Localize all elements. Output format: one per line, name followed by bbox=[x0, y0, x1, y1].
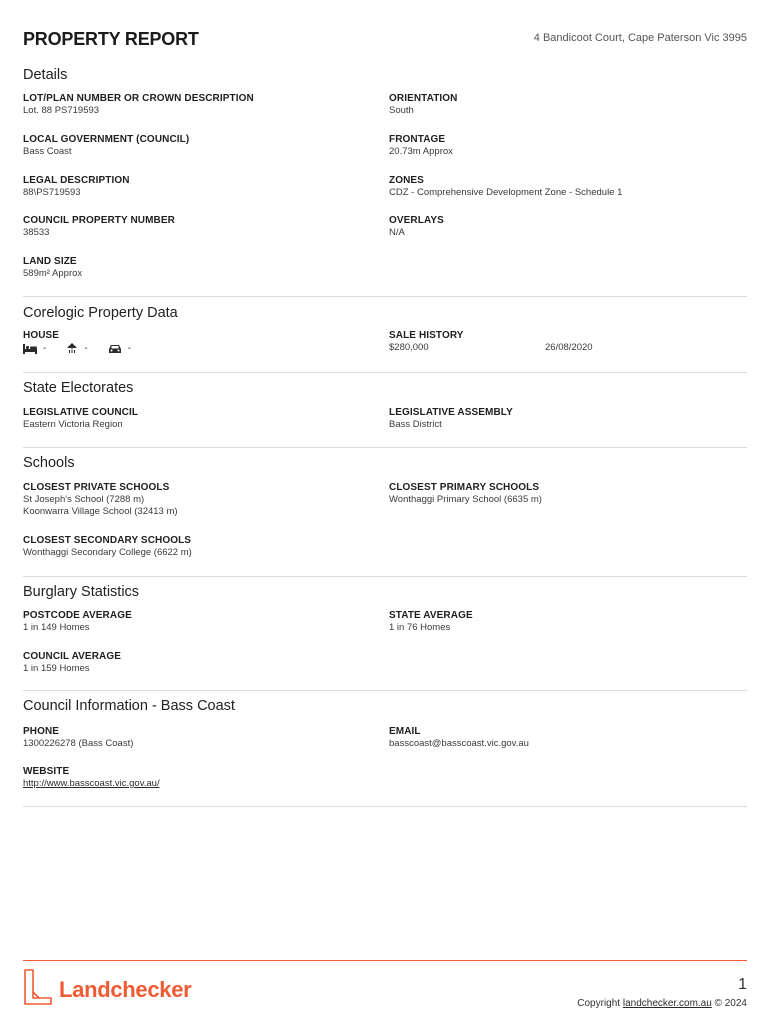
divider bbox=[23, 447, 747, 448]
lot-plan-field bbox=[23, 92, 254, 117]
legal-description-field bbox=[23, 174, 130, 199]
divider bbox=[23, 372, 747, 373]
sale-date: 26/08/2020 bbox=[545, 342, 593, 353]
copyright-prefix: Copyright bbox=[577, 998, 621, 1009]
postcode-average-value: 1 in 149 Homes bbox=[23, 622, 90, 633]
property-address: 4 Bandicoot Court, Cape Paterson Vic 3995 bbox=[533, 32, 747, 44]
frontage-label: FRONTAGE bbox=[389, 134, 446, 145]
bed-icon bbox=[23, 344, 37, 354]
legislative-council-label: LEGISLATIVE COUNCIL bbox=[23, 407, 139, 418]
phone-value: 1300226278 (Bass Coast) bbox=[23, 738, 134, 749]
frontage-value: 20.73m Approx bbox=[389, 146, 453, 157]
primary-schools-field bbox=[389, 481, 542, 506]
details-section bbox=[23, 67, 747, 83]
legislative-council-value: Eastern Victoria Region bbox=[23, 419, 123, 430]
corelogic-title: Corelogic Property Data bbox=[23, 305, 178, 321]
property-number-value: 38533 bbox=[23, 227, 50, 238]
private-schools-field bbox=[23, 481, 178, 518]
lot-plan-value: Lot. 88 PS719593 bbox=[23, 105, 100, 116]
landchecker-logo-icon bbox=[23, 968, 53, 1011]
burglary-section bbox=[23, 584, 747, 600]
property-number-label: COUNCIL PROPERTY NUMBER bbox=[23, 215, 175, 226]
divider bbox=[23, 296, 747, 297]
email-value: basscoast@basscoast.vic.gov.au bbox=[389, 738, 529, 749]
legislative-assembly-field bbox=[389, 406, 513, 431]
details-title: Details bbox=[23, 67, 68, 83]
council-field bbox=[23, 133, 189, 158]
phone-field bbox=[23, 725, 133, 750]
primary-schools-label: CLOSEST PRIMARY SCHOOLS bbox=[389, 482, 540, 493]
orientation-value: South bbox=[389, 105, 414, 116]
secondary-school-item: Wonthaggi Secondary College (6622 m) bbox=[23, 547, 192, 558]
legal-description-value: 88\PS719593 bbox=[23, 187, 81, 198]
overlays-field bbox=[389, 214, 444, 239]
car-spaces-value: - bbox=[127, 343, 132, 354]
copyright-notice bbox=[577, 998, 747, 1009]
bathrooms-value: - bbox=[84, 343, 88, 354]
website-label: WEBSITE bbox=[23, 766, 70, 777]
bedrooms-value: - bbox=[43, 343, 47, 354]
council-info-title: Council Information - Bass Coast bbox=[23, 698, 235, 714]
legislative-assembly-label: LEGISLATIVE ASSEMBLY bbox=[389, 407, 513, 418]
secondary-schools-label: CLOSEST SECONDARY SCHOOLS bbox=[23, 535, 192, 546]
landchecker-logo-text: Landchecker bbox=[59, 976, 192, 1002]
burglary-fields bbox=[23, 609, 747, 679]
orientation-field bbox=[389, 92, 458, 117]
overlays-value: N/A bbox=[389, 227, 405, 238]
email-label: EMAIL bbox=[389, 726, 421, 737]
frontage-field bbox=[389, 133, 453, 158]
house-features bbox=[23, 342, 145, 355]
burglary-title: Burglary Statistics bbox=[23, 584, 140, 600]
sale-history-field bbox=[389, 329, 747, 354]
sale-price: $280,000 bbox=[389, 342, 429, 353]
land-size-field bbox=[23, 255, 82, 280]
divider bbox=[23, 690, 747, 691]
property-number-field bbox=[23, 214, 175, 239]
divider bbox=[23, 576, 747, 577]
electorates-title: State Electorates bbox=[23, 380, 134, 396]
private-schools-label: CLOSEST PRIVATE SCHOOLS bbox=[23, 482, 170, 493]
car-icon bbox=[108, 344, 122, 354]
land-size-label: LAND SIZE bbox=[23, 256, 77, 267]
land-size-value: 589m² Approx bbox=[23, 268, 83, 279]
house-field bbox=[23, 329, 145, 355]
legal-description-label: LEGAL DESCRIPTION bbox=[23, 175, 130, 186]
electorates-section bbox=[23, 380, 747, 396]
primary-school-item: Wonthaggi Primary School (6635 m) bbox=[389, 494, 542, 505]
copyright-suffix: © 2024 bbox=[714, 998, 747, 1009]
schools-section bbox=[23, 455, 747, 471]
zones-label: ZONES bbox=[389, 175, 424, 186]
council-info-fields bbox=[23, 725, 747, 795]
footer-divider bbox=[23, 960, 747, 961]
postcode-average-field bbox=[23, 609, 132, 634]
secondary-schools-field bbox=[23, 534, 192, 559]
website-field bbox=[23, 765, 160, 790]
zones-field bbox=[389, 174, 622, 199]
council-value: Bass Coast bbox=[23, 146, 72, 157]
details-fields bbox=[23, 92, 747, 292]
council-average-field bbox=[23, 650, 121, 675]
sale-history-label: SALE HISTORY bbox=[389, 330, 464, 341]
bath-icon bbox=[66, 343, 78, 354]
council-average-value: 1 in 159 Homes bbox=[23, 663, 90, 674]
schools-fields bbox=[23, 481, 747, 566]
council-label: LOCAL GOVERNMENT (COUNCIL) bbox=[23, 134, 190, 145]
state-average-label: STATE AVERAGE bbox=[389, 610, 473, 621]
overlays-label: OVERLAYS bbox=[389, 215, 444, 226]
copyright-link[interactable]: landchecker.com.au bbox=[622, 998, 712, 1009]
website-link[interactable]: http://www.basscoast.vic.gov.au/ bbox=[23, 778, 160, 789]
legislative-council-field bbox=[23, 406, 138, 431]
legislative-assembly-value: Bass District bbox=[389, 419, 442, 430]
house-label: HOUSE bbox=[23, 330, 60, 341]
corelogic-section bbox=[23, 305, 747, 321]
report-title: PROPERTY REPORT bbox=[23, 29, 199, 49]
zones-value: CDZ - Comprehensive Development Zone - Schedule 1 bbox=[389, 187, 623, 198]
schools-title: Schools bbox=[23, 455, 75, 471]
council-average-label: COUNCIL AVERAGE bbox=[23, 651, 121, 662]
report-header bbox=[23, 29, 747, 53]
state-average-field bbox=[389, 609, 473, 634]
electorates-fields bbox=[23, 406, 747, 436]
divider bbox=[23, 806, 747, 807]
postcode-average-label: POSTCODE AVERAGE bbox=[23, 610, 132, 621]
state-average-value: 1 in 76 Homes bbox=[389, 622, 451, 633]
orientation-label: ORIENTATION bbox=[389, 93, 458, 104]
lot-plan-label: LOT/PLAN NUMBER OR CROWN DESCRIPTION bbox=[23, 93, 254, 104]
corelogic-fields bbox=[23, 329, 747, 363]
private-school-item: St Joseph's School (7288 m) bbox=[23, 494, 145, 505]
private-school-item: Koonwarra Village School (32413 m) bbox=[23, 506, 178, 517]
page-number: 1 bbox=[738, 976, 747, 993]
council-info-section bbox=[23, 698, 747, 714]
email-field bbox=[389, 725, 529, 750]
phone-label: PHONE bbox=[23, 726, 60, 737]
landchecker-logo bbox=[23, 968, 191, 1011]
